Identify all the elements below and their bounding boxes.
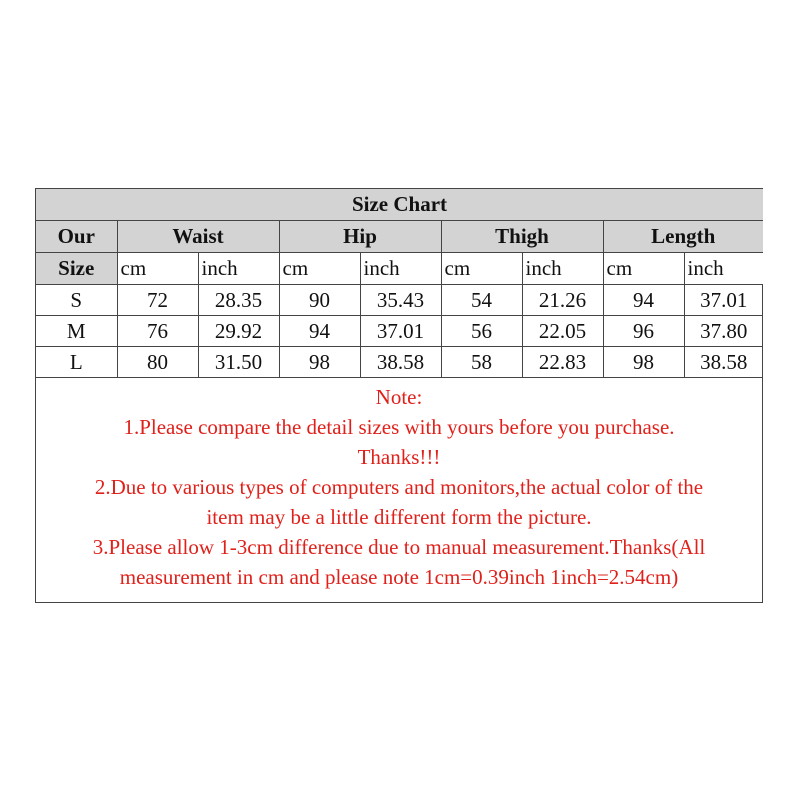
value-cell: 38.58: [360, 347, 441, 378]
value-cell: 28.35: [198, 285, 279, 316]
group-header-hip: Hip: [279, 221, 441, 253]
value-cell: 56: [441, 316, 522, 347]
chart-title: Size Chart: [36, 189, 763, 221]
size-cell: S: [36, 285, 117, 316]
unit-header: inch: [684, 253, 763, 285]
value-cell: 22.83: [522, 347, 603, 378]
value-cell: 72: [117, 285, 198, 316]
note-line: 1.Please compare the detail sizes with yours before you purchase.: [123, 415, 675, 439]
value-cell: 96: [603, 316, 684, 347]
value-cell: 22.05: [522, 316, 603, 347]
value-cell: 35.43: [360, 285, 441, 316]
note-line: item may be a little different form the picture.: [206, 505, 592, 529]
note-line: measurement in cm and please note 1cm=0.39inch 1inch=2.54cm): [119, 565, 679, 589]
unit-header: cm: [603, 253, 684, 285]
value-cell: 38.58: [684, 347, 763, 378]
value-cell: 37.01: [684, 285, 763, 316]
size-header-top: Our: [36, 221, 117, 253]
group-header-waist: Waist: [117, 221, 279, 253]
size-chart: [35, 188, 763, 603]
value-cell: 21.26: [522, 285, 603, 316]
value-cell: 90: [279, 285, 360, 316]
unit-header: inch: [360, 253, 441, 285]
value-cell: 37.01: [360, 316, 441, 347]
value-cell: 37.80: [684, 316, 763, 347]
value-cell: 94: [279, 316, 360, 347]
table-row: [36, 285, 763, 316]
value-cell: 54: [441, 285, 522, 316]
unit-header: inch: [522, 253, 603, 285]
group-header-thigh: Thigh: [441, 221, 603, 253]
value-cell: 31.50: [198, 347, 279, 378]
unit-header: cm: [117, 253, 198, 285]
note-line: 3.Please allow 1-3cm difference due to manual measurement.Thanks(All: [92, 535, 706, 559]
value-cell: 80: [117, 347, 198, 378]
note-line: Thanks!!!: [357, 445, 441, 469]
value-cell: 98: [279, 347, 360, 378]
notes-section: [36, 378, 762, 602]
size-cell: L: [36, 347, 117, 378]
table-row: [36, 316, 763, 347]
value-cell: 76: [117, 316, 198, 347]
note-line: 2.Due to various types of computers and monitors,the actual color of the: [94, 475, 704, 499]
value-cell: 58: [441, 347, 522, 378]
value-cell: 29.92: [198, 316, 279, 347]
unit-header: inch: [198, 253, 279, 285]
note-heading: Note:: [375, 385, 423, 409]
value-cell: 94: [603, 285, 684, 316]
unit-header: cm: [279, 253, 360, 285]
size-table: [36, 189, 763, 378]
size-header-bottom: Size: [36, 253, 117, 285]
value-cell: 98: [603, 347, 684, 378]
unit-header: cm: [441, 253, 522, 285]
table-row: [36, 347, 763, 378]
group-header-length: Length: [603, 221, 763, 253]
size-cell: M: [36, 316, 117, 347]
